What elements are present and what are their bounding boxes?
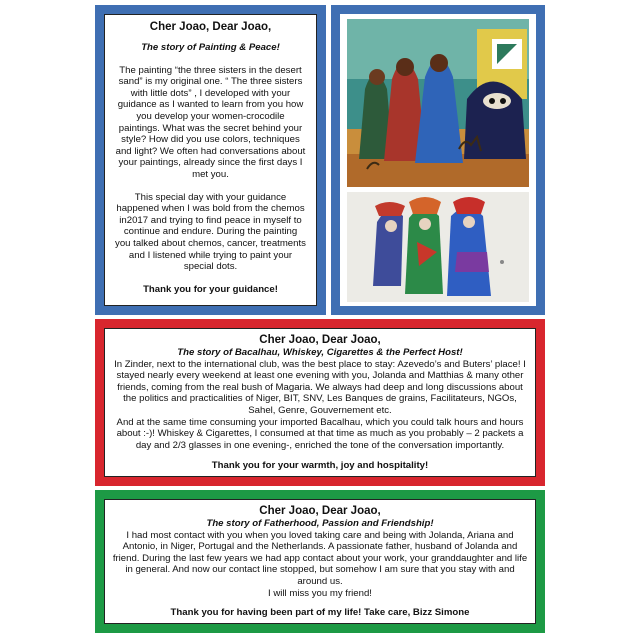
panel-paintings (340, 14, 536, 306)
panel-fatherhood-subtitle: The story of Fatherhood, Passion and Friendship! (206, 518, 434, 529)
panel-bacalhau-paragraph-2: And at the same time consuming your imported Bacalhau, which you could talk hours and hours about :-)! Whiskey & Cigarettes, I consumed at that time as much as you probably – 2 packets a day and 2/3 glasses in one evening-, enriched the tone of the conversation importantly. (116, 416, 524, 451)
panel-fatherhood-heading: Cher Joao, Dear Joao, (259, 505, 381, 517)
panel-fatherhood-frame (95, 490, 545, 633)
panel-fatherhood-paragraph-2: I will miss you my friend! (268, 587, 372, 599)
panel-painting-thanks: Thank you for your guidance! (143, 283, 278, 295)
panel-painting-heading: Cher Joao, Dear Joao, (149, 21, 272, 33)
panel-bacalhau-paragraph-1: In Zinder, next to the international club, was the best place to stay: Azevedo’s and Buters’ place! I stayed nearly every weekend at least one evening with you, Jolanda and Matthias & many other friends, coming from the real bush of Magaria. We always had deep and long discussions about the politics and practicalities of Niger, BIT, SNV, Les Banques de grains, Facilitateurs, NGOs, Sahel, Genre, Gouvernement etc. (114, 358, 526, 416)
panel-bacalhau-frame (95, 319, 545, 486)
panel-bacalhau-heading: Cher Joao, Dear Joao, (259, 334, 381, 346)
panel-painting-subtitle: The story of Painting & Peace! (141, 42, 280, 53)
panel-fatherhood (104, 499, 536, 624)
panel-painting-paragraph-2: This special day with your guidance happened when I was bold from the chemos in2017 and trying to find peace in myself to continue and endure. During the painting you talked about chemos, cancer, treatments and I listened while trying to paint your special dots. (115, 191, 306, 273)
painting-three-sisters-little-dots (347, 192, 529, 302)
panel-fatherhood-paragraph-1: I had most contact with you when you loved taking care and being with Jolanda, Ariana and Antonio, in Niger, Portugal and the Netherlands. A passionate father, husband of Jolanda and friend. During the last few years we had app contact about your work, your granddaughter and life in general. And now our contact line stopped, but somehow I am sure that you stay with and around us. (112, 529, 528, 587)
panel-fatherhood-thanks: Thank you for having been part of my life! Take care, Bizz Simone (170, 607, 470, 619)
panel-painting-paragraph-1: The painting “the three sisters in the desert sand” is my original one. “ The three sisters with little dots” , I developed with your guidance as I wanted to learn from you how you develop your women-crocodile paintings. What was the secret behind your style? How did you use colors, techniques and light? We often had conversations about your paintings, already since the first days I met you. (115, 64, 306, 180)
panel-bacalhau-subtitle: The story of Bacalhau, Whiskey, Cigarettes & the Perfect Host! (177, 347, 463, 358)
panel-bacalhau (104, 328, 536, 477)
panel-bacalhau-thanks: Thank you for your warmth, joy and hospitality! (211, 460, 429, 472)
panel-painting (104, 14, 317, 306)
painting-three-sisters-desert-sand (347, 19, 529, 187)
panel-paintings-frame (331, 5, 545, 315)
panel-painting-frame (95, 5, 326, 315)
